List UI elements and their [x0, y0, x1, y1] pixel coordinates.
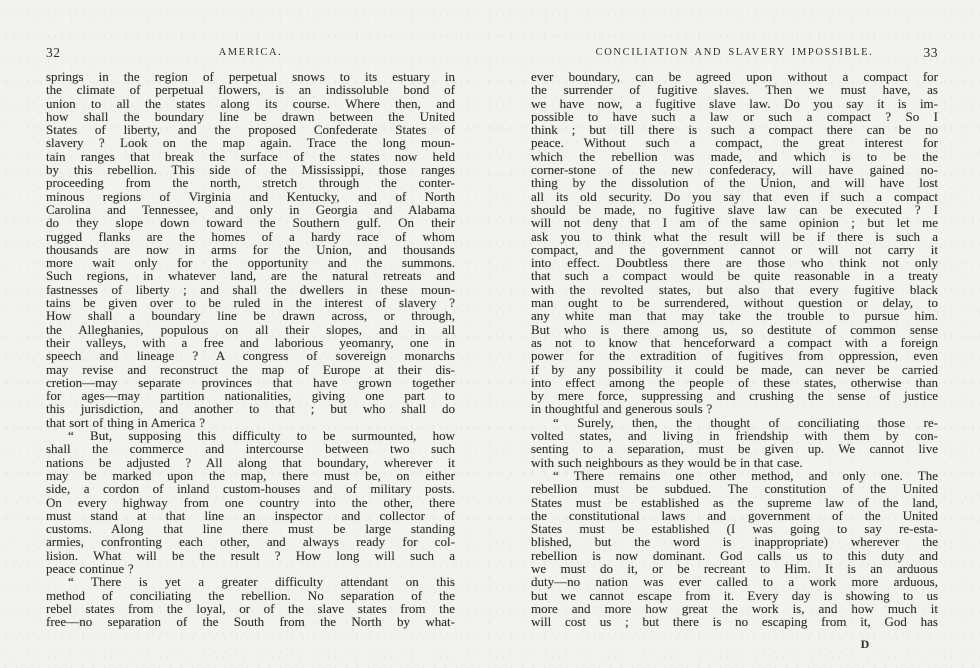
text-line: if by any possibility it could be made, can never be carried — [531, 361, 938, 377]
text-line: tains be given over to be ruled in the interest of slavery ? — [46, 295, 455, 311]
page-32 — [46, 42, 455, 628]
text-line: do they slope down toward the Southern gulf. On their — [46, 215, 455, 231]
text-line: but we cannot escape from it. Every day is showing to us — [531, 587, 938, 603]
text-line: slavery ? Look on the map again. Trace the long moun- — [46, 135, 455, 151]
text-line: that sort of thing in America ? — [46, 414, 205, 430]
text-line: power for the extradition of fugitives from oppression, even — [531, 348, 938, 364]
text-line: tain ranges that break the surface of the states now held — [46, 148, 455, 164]
text-line: ask you to think what the result will be if there is such a — [531, 228, 938, 244]
text-line: by this rebellion. This side of the Mississippi, those ranges — [46, 162, 455, 178]
text-line: man ought to be surrendered, without question or delay, to — [531, 295, 938, 311]
text-line: volted states, and living in friendship with them by con- — [531, 428, 938, 444]
text-line: peace. Without such a compact, the great interest for — [531, 135, 938, 151]
text-line: may revise and reconstruct the map of Europe at their dis- — [46, 361, 455, 377]
text-line: duty—no nation was ever called to a work more arduous, — [531, 574, 938, 590]
text-line: rebellion is now dominant. God calls us to this duty and — [531, 547, 938, 563]
text-line: States must be established as the supreme law of the land, — [531, 494, 938, 510]
text-line: as not to know that henceforward a compact with a foreign — [531, 334, 938, 350]
text-line: fastnesses of liberty ; and shall the dwellers in these moun- — [46, 281, 455, 297]
text-line: union to all the states along its course. Where then, and — [46, 95, 455, 111]
text-line: rebel states from the loyal, or of the slave states from the — [46, 600, 455, 616]
signature-line — [531, 635, 938, 652]
text-line: ever boundary, can be agreed upon without a compact for — [531, 69, 938, 84]
text-line: may be marked upon the map, there must be, on either — [46, 467, 455, 483]
text-line: any white man that may take the trouble to pursue him. — [531, 308, 938, 324]
text-line: should be made, no fugitive slave law can be executed ? I — [531, 201, 938, 217]
text-line: method of conciliating the rebellion. No separation of the — [46, 587, 455, 603]
text-line: the Alleghanies, populous on all their slopes, and in all — [46, 321, 455, 337]
text-line: How shall a boundary line be drawn across, or through, — [46, 308, 455, 324]
text-line: thing by the dissolution of the Union, and will have lost — [531, 175, 938, 191]
page-33 — [531, 42, 938, 652]
text-line: into effect among the people of these states, otherwise than — [531, 374, 938, 390]
text-line: blished, but the word is inappropriate) wherever the — [531, 534, 938, 550]
running-head-right: CONCILIATION AND SLAVERY IMPOSSIBLE. — [595, 47, 874, 58]
text-line: customs. Along that line there must be large standing — [46, 521, 455, 537]
text-line: that such a compact would be quite reasonable in a treaty — [531, 268, 938, 284]
text-line: for ages—may partition nationalities, giving one part to — [46, 388, 455, 404]
text-line: cretion—may separate provinces that have grown together — [46, 374, 455, 390]
page-number-left: 32 — [46, 45, 61, 60]
text-line: rebellion must be subdued. The constitution of the United — [531, 481, 938, 497]
page-number-right: 33 — [923, 45, 938, 60]
text-line: side, a cordon of inland custom-houses and of military posts. — [46, 481, 455, 497]
text-line: armies, confronting each other, and always ready for col- — [46, 534, 455, 550]
signature-mark: D — [860, 637, 870, 652]
text-line: which the rebellion was made, and which is to be the — [531, 148, 938, 164]
text-line: into effect. Doubtless there are those who think not only — [531, 255, 938, 271]
text-line: lision. What will be the result ? How long will such a — [46, 547, 455, 563]
text-line: nations be adjusted ? All along that boundary, wherever it — [46, 454, 455, 470]
text-line: possible to have such a law or such a compact ? So I — [531, 108, 938, 124]
text-line: Carolina and Tennessee, and only in Georgia and Alabama — [46, 201, 455, 217]
text-line: corner-stone of the new confederacy, will have gained no- — [531, 162, 938, 178]
text-line: Such regions, in whatever land, are the natural retreats and — [46, 268, 455, 284]
text-line: in thoughtful and generous souls ? — [531, 401, 713, 417]
text-line: must stand at that line an inspector and collector of — [46, 507, 455, 523]
text-line: proceeding from the north, stretch through the conter- — [46, 175, 455, 191]
text-line: this jurisdiction, and another to that ; but who shall do — [46, 401, 455, 417]
text-line: think ; but till there is such a compact there can be no — [531, 122, 938, 138]
text-line: the climate of perpetual flowers, is an indissoluble bond of — [46, 82, 455, 98]
text-line: the constitutional laws and government of the United — [531, 507, 938, 523]
text-line: springs in the region of perpetual snows to its estuary in — [46, 69, 455, 84]
text-line: compact, and the government cannot or will not carry it — [531, 241, 938, 257]
page-33-body — [531, 70, 938, 628]
text-line: States of liberty, and the proposed Confederate States of — [46, 122, 455, 138]
text-line: rugged flanks are the homes of a hardy race of whom — [46, 228, 455, 244]
text-line: we have now, a fugitive slave law. Do you say it is im- — [531, 95, 938, 111]
text-line: will not deny that I am of the same opinion ; but let me — [531, 215, 938, 231]
running-head-left: AMERICA. — [218, 47, 283, 58]
text-line: free—no separation of the South from the North by what- — [46, 614, 455, 630]
text-line: “ But, supposing this difficulty to be surmounted, how — [68, 428, 455, 444]
text-line: we must do it, or be recreant to Him. It is an arduous — [531, 560, 938, 576]
text-line: more and more how great the work is, and how much it — [531, 600, 938, 616]
page-32-body — [46, 70, 455, 628]
text-line: more wait only for the opportunity and the summons. — [46, 255, 455, 271]
text-line: shall the commerce and intercourse between two such — [46, 441, 455, 457]
text-line: peace continue ? — [46, 560, 134, 576]
text-line: “ There is yet a greater difficulty attendant on this — [68, 574, 455, 590]
text-line: with such neighbours as they would be in that case. — [531, 454, 803, 470]
text-line: by mere force, suppressing and crushing the sense of justice — [531, 388, 938, 404]
text-line: On every highway from one country into the other, there — [46, 494, 455, 510]
text-line: will cost us ; but there is no escaping from it, God has — [531, 614, 938, 630]
text-line: speech and lineage ? A congress of sovereign monarchs — [46, 348, 455, 364]
text-line: the surrender of fugitive slaves. Then we must have, as — [531, 82, 938, 98]
text-line: minous regions of Virginia and Kentucky, and of North — [46, 188, 455, 204]
text-line: “ Surely, then, the thought of conciliating those re- — [553, 414, 938, 430]
text-line: with the revolted states, but also that every fugitive black — [531, 281, 938, 297]
text-line: senting to a separation, must be given up. We cannot live — [531, 441, 938, 457]
text-line: But who is there among us, so destitute of common sense — [531, 321, 938, 337]
text-line: thousands are now in arms for the Union, and thousands — [46, 241, 455, 257]
text-line: all its old security. Do you say that even if such a compact — [531, 188, 938, 204]
page-33-header — [531, 42, 938, 70]
page-32-header — [46, 42, 455, 70]
text-line: their valleys, with a free and laborious yeomanry, one in — [46, 334, 455, 350]
text-line: how shall the boundary line be drawn between the United — [46, 108, 455, 124]
text-line: States must be established (I was going to say re-esta- — [531, 521, 938, 537]
text-line: “ There remains one other method, and only one. The — [553, 467, 938, 483]
